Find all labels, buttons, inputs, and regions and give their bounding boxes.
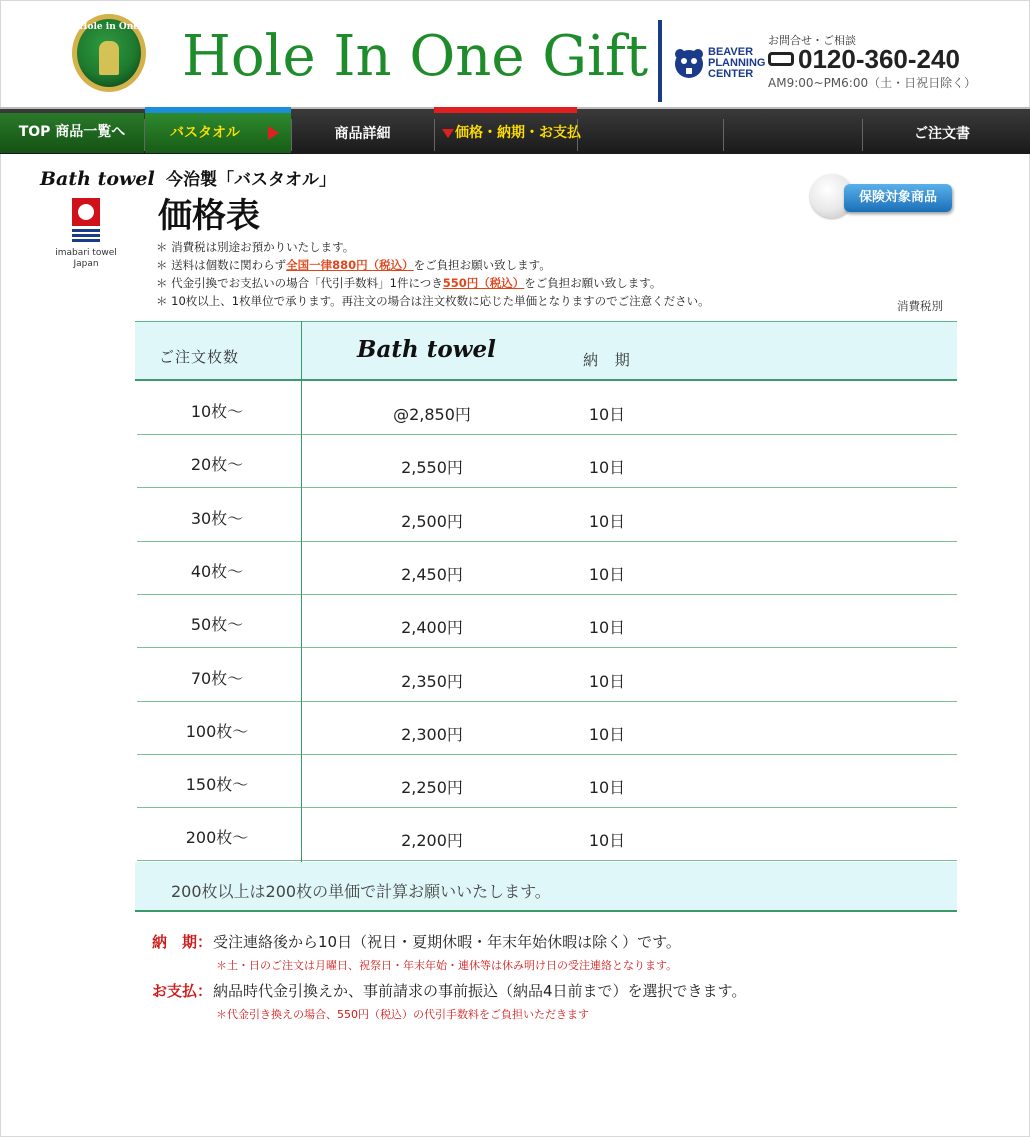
header-qty: ご注文枚数 xyxy=(159,348,240,366)
row-delivery: 10日 xyxy=(588,724,626,744)
header-divider xyxy=(658,20,662,102)
nav-top[interactable]: TOP 商品一覧へ xyxy=(18,124,126,140)
nav-active-bar-red xyxy=(434,107,577,113)
row-delivery: 10日 xyxy=(588,831,626,851)
row-price: 2,350円 xyxy=(401,671,463,691)
table-row xyxy=(137,542,957,595)
row-price: 2,450円 xyxy=(401,564,463,584)
row-qty: 100枚〜 xyxy=(185,721,249,741)
nav-product-detail[interactable]: 商品詳細 xyxy=(334,126,391,142)
header-product: Bath towel xyxy=(357,336,496,363)
insurance-badge-label: 保険対象商品 xyxy=(844,184,952,212)
nav-empty-1 xyxy=(577,119,723,149)
hole-in-one-logo[interactable] xyxy=(72,14,146,92)
table-footer xyxy=(135,862,957,912)
delivery-note: ＊土・日のご注文は月曜日、祝祭日・年末年始・連休等は休み明け日の受注連絡となります。 xyxy=(216,959,678,972)
table-row xyxy=(137,382,957,435)
site-header xyxy=(0,0,1030,108)
golfer-icon xyxy=(99,41,119,75)
row-delivery: 10日 xyxy=(588,671,626,691)
imabari-brand-text: imabari towel Japan xyxy=(55,248,117,269)
logo-text: Hole in One xyxy=(79,22,139,32)
row-price: 2,550円 xyxy=(401,458,463,478)
table-row xyxy=(137,649,957,702)
freedial-icon xyxy=(768,52,794,66)
note-minimum: ＊ 10枚以上、1枚単位で承ります。再注文の場合は注文枚数に応じた単価となりますのでご注意ください。 xyxy=(156,294,710,308)
row-price: 2,500円 xyxy=(401,511,463,531)
row-price: 2,400円 xyxy=(401,618,463,638)
row-price: 2,200円 xyxy=(401,831,463,851)
row-delivery: 10日 xyxy=(588,618,626,638)
business-hours: AM9:00~PM6:00（土・日祝日除く） xyxy=(768,76,977,90)
table-row xyxy=(137,808,957,861)
product-script-name: Bath towel xyxy=(40,168,155,190)
product-subtitle: 今治製「バスタオル」 xyxy=(166,170,336,190)
insurance-badge xyxy=(810,174,952,216)
delivery-text: 受注連絡後から10日（祝日・夏期休暇・年末年始休暇は除く）です。 xyxy=(213,933,681,951)
row-qty: 10枚〜 xyxy=(190,402,244,421)
row-delivery: 10日 xyxy=(588,564,626,584)
table-row xyxy=(137,595,957,648)
row-qty: 30枚〜 xyxy=(190,508,244,528)
nav-bath-towel[interactable]: バスタオル xyxy=(170,125,240,141)
header-delivery: 納 期 xyxy=(583,351,636,369)
payment-label: お支払： xyxy=(152,982,213,1000)
page-title: 価格表 xyxy=(158,196,260,236)
row-delivery: 10日 xyxy=(588,405,626,424)
nav-divider xyxy=(862,119,863,151)
row-delivery: 10日 xyxy=(588,778,626,798)
row-qty: 150枚〜 xyxy=(185,775,249,795)
row-qty: 50枚〜 xyxy=(190,615,244,635)
nav-order-form[interactable]: ご注文書 xyxy=(914,126,970,142)
table-header xyxy=(135,321,957,381)
note-shipping: ＊ 送料は個数に関わらず全国一律880円（税込）をご負担お願い致します。 xyxy=(156,258,551,272)
notes xyxy=(156,238,710,310)
tax-excluded-label: 消費税別 xyxy=(897,299,943,313)
delivery-label: 納 期： xyxy=(152,933,213,951)
row-qty: 70枚〜 xyxy=(190,668,244,688)
row-delivery: 10日 xyxy=(588,511,626,531)
row-price: 2,250円 xyxy=(401,778,463,798)
row-qty: 20枚〜 xyxy=(190,455,244,475)
note-cod: ＊ 代金引換でお支払いの場合「代引手数料」1件につき550円（税込）をご負担お願い致します。 xyxy=(156,276,662,290)
company-name: BEAVER PLANNING CENTER xyxy=(708,46,766,80)
row-qty: 40枚〜 xyxy=(190,561,244,581)
column-divider xyxy=(301,321,302,862)
table-row xyxy=(137,702,957,755)
note-tax: ＊ 消費税は別途お預かりいたします。 xyxy=(156,240,355,254)
row-delivery: 10日 xyxy=(588,458,626,478)
row-price: @2,850円 xyxy=(393,405,471,424)
payment-note: ＊代金引き換えの場合、550円（税込）の代引手数料をご負担いただきます xyxy=(216,1008,589,1021)
arrow-right-icon xyxy=(268,126,279,140)
nav-divider xyxy=(434,119,435,151)
table-row xyxy=(137,435,957,488)
row-qty: 200枚〜 xyxy=(185,828,249,848)
row-price: 2,300円 xyxy=(401,724,463,744)
payment-text: 納品時代金引換えか、事前請求の事前振込（納品4日前まで）を選択できます。 xyxy=(213,982,747,1000)
table-row xyxy=(137,755,957,808)
imabari-logo-icon xyxy=(72,198,100,244)
nav-empty-2 xyxy=(723,119,862,149)
arrow-down-icon xyxy=(442,129,454,138)
contact-label: お問合せ・ご相談 xyxy=(768,34,856,47)
table-row xyxy=(137,489,957,542)
nav-price-delivery-payment[interactable]: 価格・納期・お支払 xyxy=(455,125,581,141)
table-footer-note: 200枚以上は200枚の単価で計算お願いいたします。 xyxy=(171,882,551,901)
brand-title[interactable]: Hole In One Gift xyxy=(182,24,649,89)
beaver-icon xyxy=(672,46,706,80)
phone-number[interactable]: 0120-360-240 xyxy=(768,44,960,75)
